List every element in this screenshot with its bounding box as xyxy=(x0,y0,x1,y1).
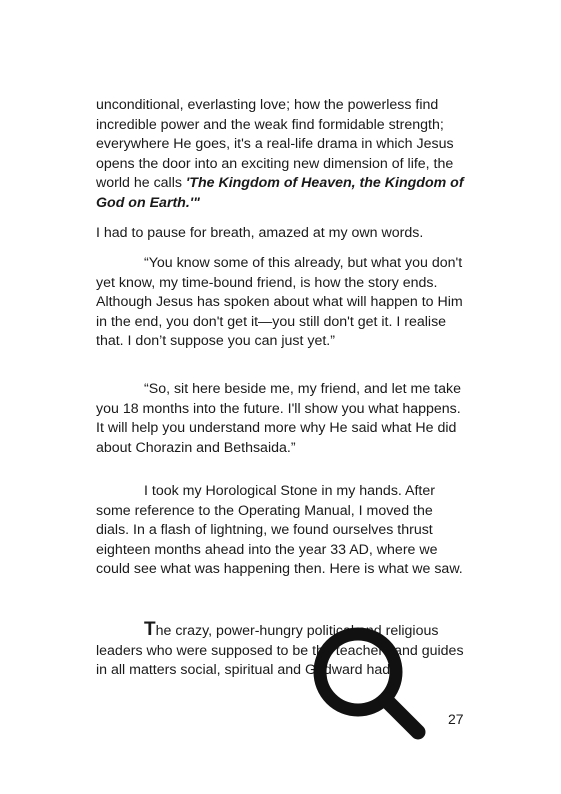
paragraph-4: “So, sit here beside me, my friend, and let me take you 18 months into the future. I'll show you what happens. It will help you understand more why He said what He did about Chorazin and Bethsaida.” xyxy=(96,381,462,456)
drop-cap: T xyxy=(144,619,156,640)
paragraph-5: I took my Horological Stone in my hands. After some reference to the Operating Manual, I moved the dials. In a flash of lightning, we found ourselves thrust eighteen months ahead into the year 33 AD, where we could see what was happening then. Here is what we saw. xyxy=(96,483,463,578)
paragraph-1-text: unconditional, everlasting love; how the powerless find incredible power and the weak find formidable strength; everywhere He goes, it's a real-life drama in which Jesus opens the door into an exciting new dimension of life, the world he calls xyxy=(96,97,454,192)
paragraph-6-text: he crazy, power-hungry political and religious leaders who were supposed to be the teachers and guides in all matters social, spiritual and Godward had xyxy=(96,623,464,679)
kingdom-quote: 'The Kingdom of Heaven, the Kingdom of God on Earth.'" xyxy=(96,175,464,211)
paragraph-3: “You know some of this already, but what you don't yet know, my time-bound friend, is how the story ends. Although Jesus has spoken about what will happen to Him in the end, you don't get it—you still don't get it. I realise that. I don’t suppose you can just yet.” xyxy=(96,255,463,350)
paragraph-1 xyxy=(96,96,466,214)
paragraph-2: I had to pause for breath, amazed at my own words. xyxy=(96,225,424,241)
page-number: 27 xyxy=(448,711,464,727)
magnifying-glass-icon[interactable] xyxy=(306,620,436,750)
